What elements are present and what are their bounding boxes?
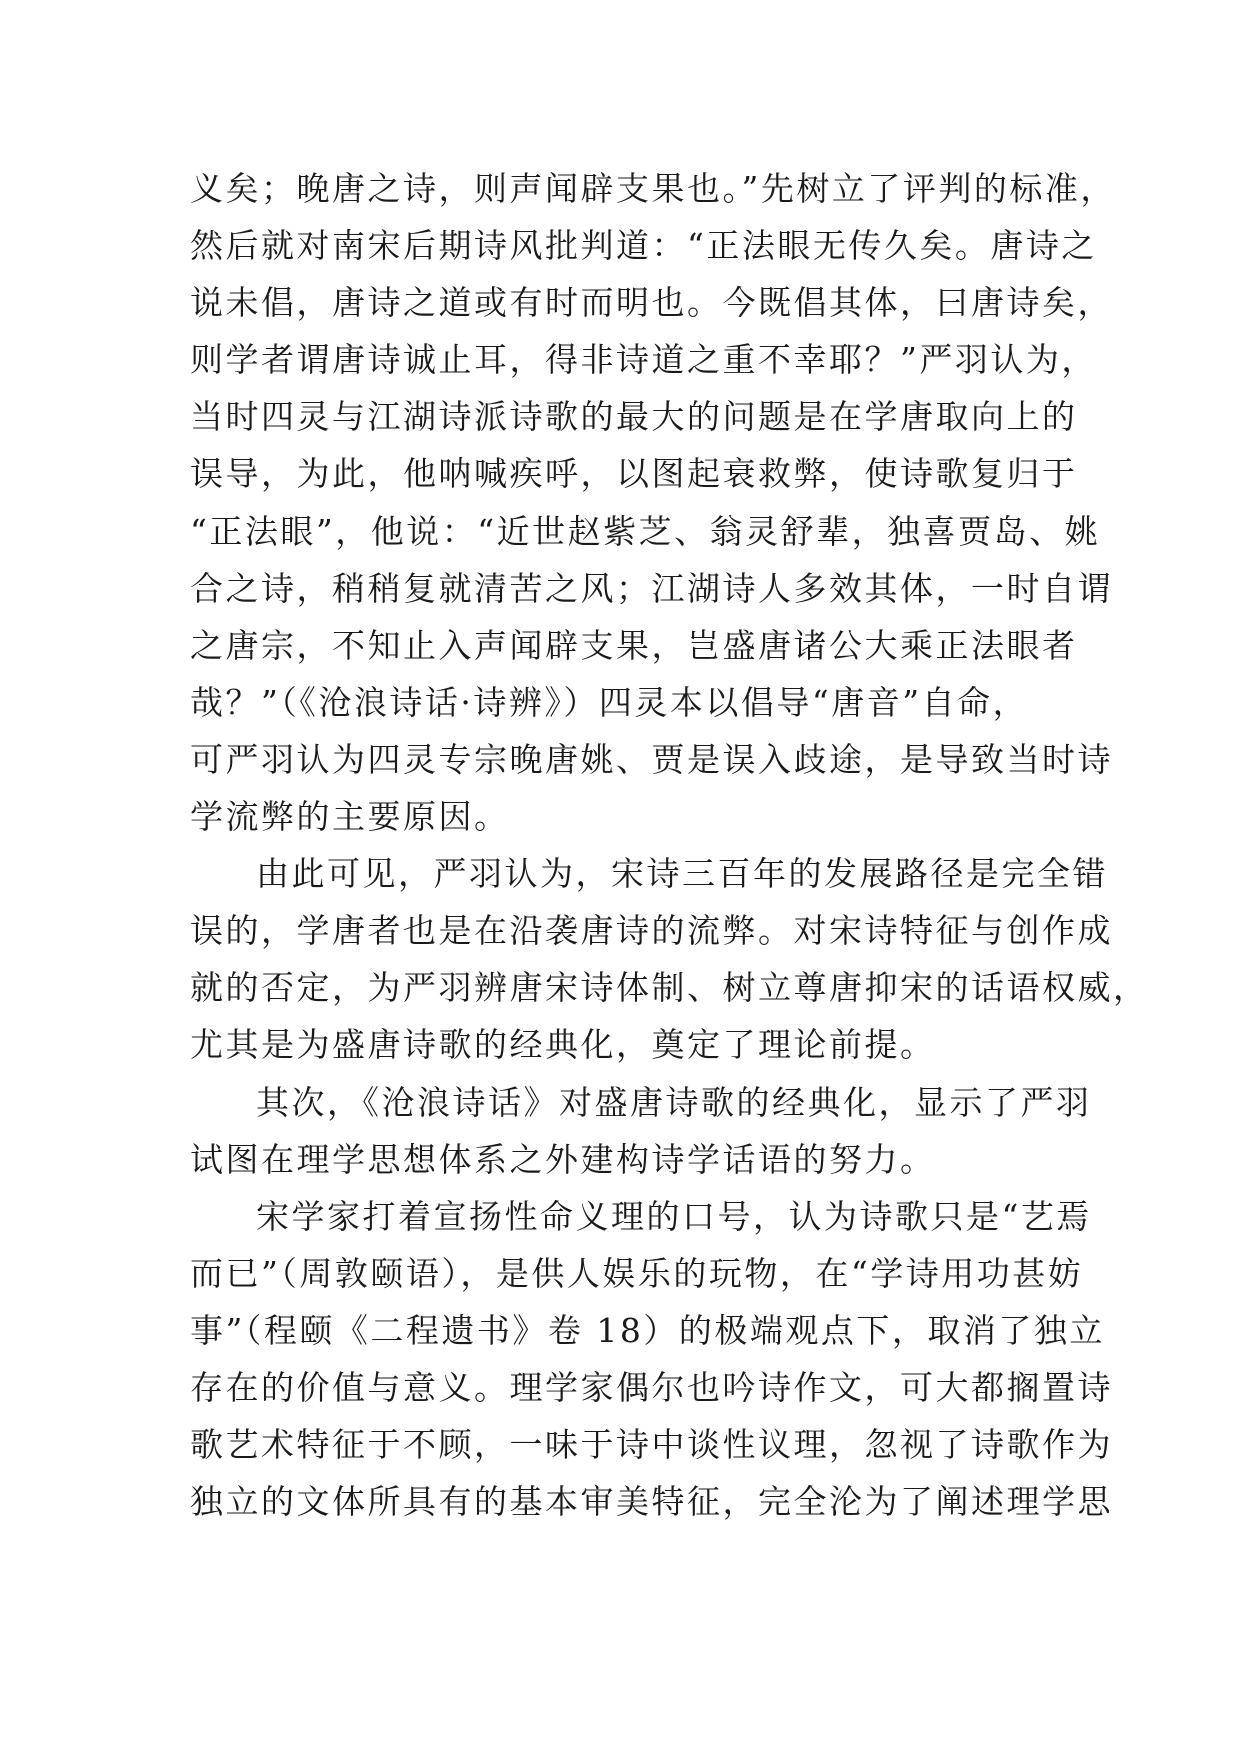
text-line: 则学者谓唐诗诚止耳，得非诗道之重不幸耶？”严羽认为， bbox=[190, 340, 1097, 380]
text-line: 误导，为此，他呐喊疾呼，以图起衰救弊，使诗歌复归于 bbox=[190, 454, 1078, 494]
text-line: 可严羽认为四灵专宗晚唐姚、贾是误入歧途，是导致当时诗 bbox=[190, 739, 1113, 779]
text-line: 而已”（周敦颐语），是供人娱乐的玩物，在“学诗用功甚妨 bbox=[190, 1253, 1084, 1293]
text-line: 事”（程颐《二程遗书》卷 18）的极端观点下，取消了独立 bbox=[190, 1310, 1105, 1350]
text-line: 歌艺术特征于不顾，一味于诗中谈性议理，忽视了诗歌作为 bbox=[190, 1425, 1113, 1465]
paragraph-3 bbox=[190, 1074, 1092, 1188]
text-line: 义矣；晚唐之诗，则声闻辟支果也。”先树立了评判的标准， bbox=[190, 169, 1116, 208]
text-line: 存在的价值与意义。理学家偶尔也吟诗作文，可大都搁置诗 bbox=[190, 1367, 1113, 1407]
body-text bbox=[190, 160, 1149, 1530]
text-line: 其次，《沧浪诗话》对盛唐诗歌的经典化，显示了严羽 bbox=[256, 1082, 1092, 1122]
text-line: 说未倡，唐诗之道或有时而明也。今既倡其体，曰唐诗矣， bbox=[190, 283, 1113, 323]
paragraph-1 bbox=[190, 160, 1116, 845]
text-line: 学流弊的主要原因。 bbox=[190, 797, 510, 837]
text-line: “正法眼”，他说：“近世赵紫芝、翁灵舒辈，独喜贾岛、姚 bbox=[190, 511, 1101, 551]
text-line: 之唐宗，不知止入声闻辟支果，岂盛唐诸公大乘正法眼者 bbox=[190, 625, 1078, 665]
text-line: 试图在理学思想体系之外建构诗学话语的努力。 bbox=[190, 1139, 936, 1179]
text-line: 误的，学唐者也是在沿袭唐诗的流弊。对宋诗特征与创作成 bbox=[190, 911, 1113, 951]
text-line: 哉？”（《沧浪诗话·诗辨》）四灵本以倡导“唐音”自命， bbox=[190, 682, 1029, 722]
text-line: 当时四灵与江湖诗派诗歌的最大的问题是在学唐取向上的 bbox=[190, 397, 1078, 437]
paragraph-2 bbox=[190, 845, 1149, 1073]
text-line: 由此可见，严羽认为，宋诗三百年的发展路径是完全错 bbox=[256, 854, 1108, 894]
text-line: 然后就对南宋后期诗风批判道：“正法眼无传久矣。唐诗之 bbox=[190, 226, 1097, 266]
text-line: 就的否定，为严羽辨唐宋诗体制、树立尊唐抑宋的话语权威， bbox=[190, 968, 1149, 1008]
text-line: 独立的文体所具有的基本审美特征，完全沦为了阐述理学思 bbox=[190, 1482, 1113, 1522]
paragraph-4 bbox=[190, 1188, 1113, 1531]
text-line: 尤其是为盛唐诗歌的经典化，奠定了理论前提。 bbox=[190, 1025, 936, 1065]
text-line: 宋学家打着宣扬性命义理的口号，认为诗歌只是“艺焉 bbox=[256, 1196, 1092, 1236]
text-line: 合之诗，稍稍复就清苦之风；江湖诗人多效其体，一时自谓 bbox=[190, 568, 1113, 608]
